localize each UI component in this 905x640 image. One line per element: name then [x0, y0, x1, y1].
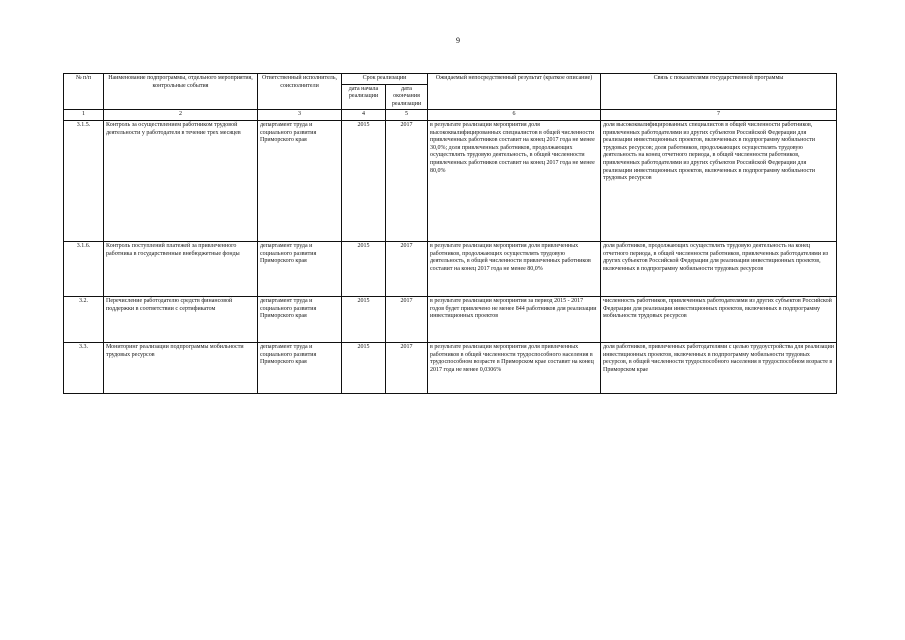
table-row	[64, 120, 837, 241]
column-number: 2	[104, 110, 258, 121]
row-link: доля высококвалифицированных специалистов в общей численности работников, привлеченных работодателями из других субъектов Российской Федерации для реализации инвестиционных проектов, включенных в подпрограмму мобильности трудовых ресурсов; доля работников, продолжающих осуществлять трудовую деятельность на конец отчетного периода, в общей численности работников, привлеченных работодателями из других субъектов Российской Федерации для реализации инвестиционных проектов, включенных в подпрограмму мобильности трудовых ресурсов	[601, 120, 837, 241]
column-number: 5	[386, 110, 428, 121]
column-number: 4	[342, 110, 386, 121]
row-responsible: департамент труда и социального развития Приморского края	[258, 342, 342, 393]
row-number: 3.2.	[64, 296, 104, 342]
row-start: 2015	[342, 120, 386, 241]
row-result: в результате реализации мероприятия доля привлеченных работников в общей численности трудоспособного населения в трудоспособном возрасте в Приморском крае составит на конец 2017 года не менее 0,0306%	[428, 342, 601, 393]
column-number: 3	[258, 110, 342, 121]
row-responsible: департамент труда и социального развития Приморского края	[258, 120, 342, 241]
table-header-row	[64, 74, 837, 85]
column-number: 6	[428, 110, 601, 121]
row-end: 2017	[386, 120, 428, 241]
row-result: в результате реализации мероприятия доля высококвалифицированных специалистов в общей численности привлеченных работников составит на конец 2017 года не менее 30,0%; доля привлеченных работников, продолжающих осуществлять трудовую деятельность, в общей численности привлеченных работников составит на конец 2017 года не менее 80,0%	[428, 120, 601, 241]
header-num: № п/п	[64, 74, 104, 110]
row-end: 2017	[386, 342, 428, 393]
row-name: Контроль за осуществлением работником трудовой деятельности у работодателя в течение трех месяцев	[104, 120, 258, 241]
header-period: Срок реализации	[342, 74, 428, 85]
row-result: в результате реализации мероприятия доля привлеченных работников, продолжающих осуществлять трудовую деятельность, в общей численности привлеченных работников составит на конец 2017 года не менее 80,0%	[428, 241, 601, 296]
row-result: в результате реализации мероприятия за период 2015 - 2017 годов будет привлечено не менее 844 работников для реализации инвестиционных проектов	[428, 296, 601, 342]
column-number: 7	[601, 110, 837, 121]
row-responsible: департамент труда и социального развития Приморского края	[258, 241, 342, 296]
column-number: 1	[64, 110, 104, 121]
header-responsible: Ответственный исполнитель, соисполнители	[258, 74, 342, 110]
header-start: дата начала реализации	[342, 84, 386, 110]
header-result: Ожидаемый непосредственный результат (краткое описание)	[428, 74, 601, 110]
row-start: 2015	[342, 296, 386, 342]
row-responsible: департамент труда и социального развития Приморского края	[258, 296, 342, 342]
column-number-row	[64, 110, 837, 121]
row-name: Мониторинг реализации подпрограммы мобильности трудовых ресурсов	[104, 342, 258, 393]
row-end: 2017	[386, 241, 428, 296]
table-row	[64, 296, 837, 342]
header-name: Наименование подпрограммы, отдельного мероприятия, контрольные события	[104, 74, 258, 110]
table-row	[64, 342, 837, 393]
row-number: 3.1.6.	[64, 241, 104, 296]
page-number: 9	[456, 36, 460, 45]
row-number: 3.3.	[64, 342, 104, 393]
row-link: численность работников, привлеченных работодателями из других субъектов Российской Федерации для реализации инвестиционных проектов, включенных в подпрограмму мобильности трудовых ресурсов	[601, 296, 837, 342]
program-measures-table	[63, 73, 837, 394]
row-number: 3.1.5.	[64, 120, 104, 241]
row-start: 2015	[342, 241, 386, 296]
row-name: Перечисление работодателю средств финансовой поддержки в соответствии с сертификатом	[104, 296, 258, 342]
row-link: доля работников, продолжающих осуществлять трудовую деятельность на конец отчетного периода, в общей численности работников, привлеченных работодателями из других субъектов Российской Федерации для реализации инвестиционных проектов, включенных в подпрограмму мобильности трудовых ресурсов	[601, 241, 837, 296]
table-row	[64, 241, 837, 296]
header-end: дата окончания реализации	[386, 84, 428, 110]
row-name: Контроль поступлений платежей за привлеченного работника в государственные внебюджетные фонды	[104, 241, 258, 296]
row-start: 2015	[342, 342, 386, 393]
row-end: 2017	[386, 296, 428, 342]
row-link: доля работников, привлеченных работодателями с целью трудоустройства для реализации инвестиционных проектов, включенных в подпрограмму мобильности трудовых ресурсов, в общей численности трудоспособного населения в трудоспособном возрасте в Приморском крае	[601, 342, 837, 393]
header-link: Связь с показателями государственной программы	[601, 74, 837, 110]
